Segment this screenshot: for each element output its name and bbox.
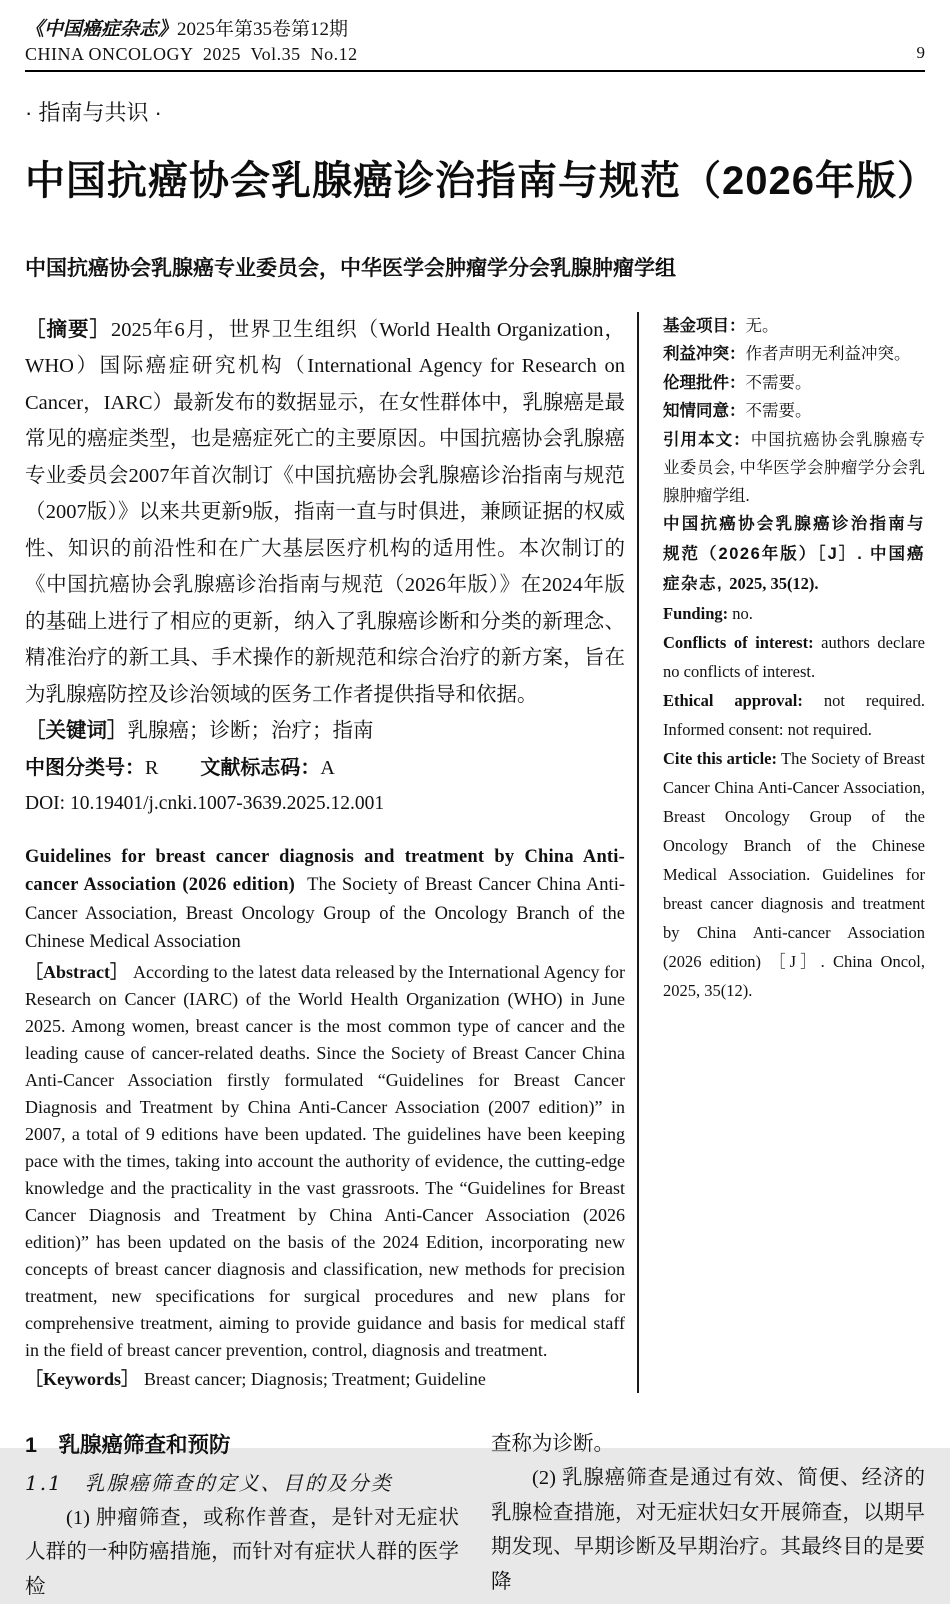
journal-name-script: 《中国癌症杂志》 xyxy=(25,18,178,40)
section-1-1-heading: 1.1 乳腺癌筛查的定义、目的及分类 xyxy=(25,1470,393,1495)
cite-cn-reference-title: 中国抗癌协会乳腺癌诊治指南与规范（2026年版）［J］. 中国癌症杂志, xyxy=(663,515,925,594)
paragraph-screening-purpose: (2) 乳腺癌筛查是通过有效、简便、经济的乳腺检查措施，对无症状妇女开展筛查，以期早期发现、早期诊断及早期治疗。其最终目的是要降 xyxy=(491,1467,925,1593)
section-1-heading: 1 乳腺癌筛查和预防 xyxy=(25,1432,231,1457)
journal-name-cn xyxy=(25,14,358,41)
ethics-note-cn xyxy=(663,369,925,398)
consent-note-cn-value: 不需要。 xyxy=(745,401,812,421)
paragraph-screening-definition: (1) 肿瘤筛查，或称作普查，是针对无症状人群的一种防癌措施，而针对有症状人群的医学检 xyxy=(25,1506,459,1598)
ethics-note-en-label: Ethical approval: xyxy=(663,691,803,711)
doi-line: DOI: 10.19401/j.cnki.1007-3639.2025.12.001 xyxy=(25,793,385,815)
abstract-en-label: ［Abstract］ xyxy=(25,961,129,982)
abstract-cn-text: 2025年6月，世界卫生组织（World Health Organization，WHO）国际癌症研究机构（International Agency for Research on Cancer，IARC）最新发布的数据显示，在女性群体中，乳腺癌是最常见的癌症类型，也是癌症死亡的主要原因。中国抗癌协会乳腺癌专业委员会2007年首次制订《中国抗癌协会乳腺癌诊治指南与规范（2007版）》以来共更新9版，指南一直与时俱进，兼顾证据的权威性、知识的前沿性和在广大基层医疗机构的适用性。本次制订的《中国抗癌协会乳腺癌诊治指南与规范（2026年版）》在2024年版的基础上进行了相应的更新，纳入了乳腺癌诊断和分类的新理念、精准治疗的新工具、手术操作的新规范和综合治疗的新方案，旨在为乳腺癌防控及诊治领域的医务工作者提供指导和依据。 xyxy=(25,318,625,706)
clc-value: R xyxy=(145,756,159,779)
classification-line xyxy=(25,750,625,787)
ethics-note-cn-label: 伦理批件： xyxy=(663,373,746,392)
doc-code-value: A xyxy=(320,756,335,779)
keywords-cn xyxy=(25,713,625,750)
abstract-en xyxy=(25,959,625,1364)
conflict-note-cn-value: 作者声明无利益冲突。 xyxy=(745,344,911,364)
title-en-bold: Guidelines for breast cancer diagnosis and treatment by China Anti-cancer Association (2026 edition) xyxy=(25,846,625,896)
cite-note-cn xyxy=(663,426,925,510)
ethics-note-cn-value: 不需要。 xyxy=(745,372,812,392)
article-title-en xyxy=(25,843,625,957)
conflict-note-en-value: authors declare no conflicts of interest. xyxy=(663,633,925,682)
ethics-note-en xyxy=(663,686,925,744)
journal-issue-cn: 2025年第35卷第12期 xyxy=(177,19,349,40)
conflict-note-cn-label: 利益冲突： xyxy=(663,345,746,364)
cite-note-cn-value: 中国抗癌协会乳腺癌专业委员会, 中华医学会肿瘤学分会乳腺肿瘤学组. xyxy=(663,429,926,505)
funding-note-cn-label: 基金项目： xyxy=(663,316,746,335)
keywords-cn-text: 乳腺癌；诊断；治疗；指南 xyxy=(127,720,374,743)
abstract-en-text: According to the latest data released by the International Agency for Research on Cancer (IARC) of the World Health Organization (WHO) in June 2025. Among women, breast cancer is the most common type of cancer and the leading cause of cancer-related deaths. Since the Society of Breast Cancer China Anti-Cancer Association firstly formulated “Guidelines for Breast Cancer Diagnosis and Treatment by China Anti-Cancer Association (2007 edition)” in 2007, a total of 9 editions have been updated. The guidelines have been keeping pace with the times, taking into account the authority of evidence, the cutting-edge knowledge and the practicality in the vast grassroots. The “Guidelines for Breast Cancer Diagnosis and Treatment by China Anti-Cancer Association (2026 edition)” has been updated on the basis of the 2024 Edition, incorporating new concepts of breast cancer diagnosis and classification, new methods for precision treatment, new specifications for surgical procedures and new plans for comprehensive treatment, aiming to provide guidance and basis for medical staff in the field of breast cancer prevention, control, diagnosis and treatment. xyxy=(25,961,625,1360)
author-affiliations: 中国抗癌协会乳腺癌专业委员会，中华医学会肿瘤学分会乳腺肿瘤学组 xyxy=(25,256,676,280)
cite-cn-reference xyxy=(663,509,925,599)
keywords-en xyxy=(25,1366,625,1393)
main-content xyxy=(25,312,925,1393)
funding-note-en xyxy=(663,599,925,628)
funding-note-cn-value: 无。 xyxy=(745,315,779,335)
consent-note-cn xyxy=(663,397,925,426)
title-en-authors: The Society of Breast Cancer China Anti-Cancer Association, Breast Oncology Group of the Oncology Branch of the Chinese Medical Association xyxy=(25,875,626,953)
abstract-cn xyxy=(25,312,625,714)
article-notes-sidebar xyxy=(637,312,925,1393)
ethics-note-en-value: not required. Informed consent: not required. xyxy=(663,691,925,740)
cite-note-cn-label: 引用本文： xyxy=(663,430,751,449)
funding-note-en-label: Funding: xyxy=(663,604,729,624)
cite-note-en xyxy=(663,744,925,1005)
article-left-column xyxy=(25,312,625,1393)
cite-note-en-label: Cite this article: xyxy=(663,749,777,769)
paragraph-continuation: 查称为诊断。 xyxy=(491,1432,614,1455)
conflict-note-cn xyxy=(663,340,925,369)
journal-name-en: CHINA ONCOLOGY 2025 Vol.35 No.12 xyxy=(25,44,358,64)
consent-note-cn-label: 知情同意： xyxy=(663,402,746,421)
funding-note-cn xyxy=(663,312,925,341)
column-section-tag: · 指南与共识 · xyxy=(25,100,162,125)
journal-identity xyxy=(25,14,358,65)
conflict-note-en-label: Conflicts of interest: xyxy=(663,633,814,653)
funding-note-en-value: no. xyxy=(728,604,753,624)
doc-code-label: 文献标志码： xyxy=(200,756,321,779)
cite-cn-reference-tail: 2025, 35(12). xyxy=(729,574,819,594)
body-text-columns xyxy=(25,1427,925,1604)
body-column-right xyxy=(491,1427,925,1604)
article-title-cn: 中国抗癌协会乳腺癌诊治指南与规范（2026年版） xyxy=(25,159,938,203)
keywords-en-label: ［Keywords］ xyxy=(25,1368,139,1389)
keywords-en-text: Breast cancer; Diagnosis; Treatment; Guideline xyxy=(144,1368,486,1389)
keywords-cn-label: ［关键词］ xyxy=(25,719,128,743)
body-column-left xyxy=(25,1427,459,1604)
abstract-cn-label: ［摘要］ xyxy=(25,317,111,341)
page-header xyxy=(25,14,925,72)
page-number: 9 xyxy=(916,43,925,62)
clc-label: 中图分类号： xyxy=(25,756,145,779)
cite-note-en-value: The Society of Breast Cancer China Anti-Cancer Association, Breast Oncology Group of the Oncology Branch of the Chinese Medical Association. Guidelines for breast cancer diagnosis and treatment by China Anti-cancer Association (2026 edition) ［J］. China Oncol, 2025, 35(12). xyxy=(663,749,925,1001)
conflict-note-en xyxy=(663,628,925,686)
